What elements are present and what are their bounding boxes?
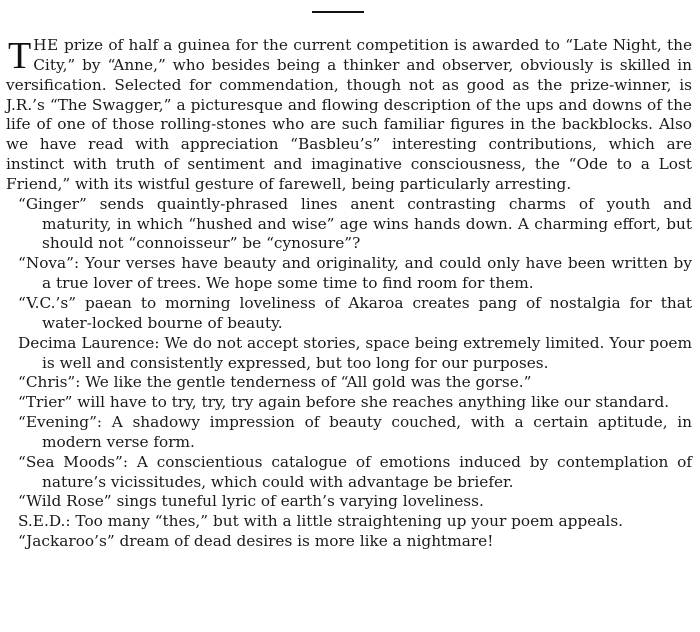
entry-chris: “Chris”: We like the gentle tenderness of “All gold was the gorse.” bbox=[18, 373, 532, 392]
intro-paragraph bbox=[6, 36, 692, 195]
top-rule bbox=[312, 11, 364, 13]
entry-vc: “V.C.’s” paean to morning loveliness of Akaroa creates pang of nostalgia for that water-locked bourne of beauty. bbox=[18, 293, 692, 332]
entry-ginger: “Ginger” sends quaintly-phrased lines anent contrasting charms of youth and maturity, in which “hushed and wise” age wins hands down. A charming effort, but should not “connoisseur” be “cynosure”? bbox=[18, 194, 692, 253]
entry-trier: “Trier” will have to try, try, try again before she reaches anything like our standard. bbox=[18, 393, 670, 412]
drop-cap: T bbox=[8, 35, 32, 77]
entry-decima-laurence: Decima Laurence: We do not accept stories, space being extremely limited. Your poem is well and consistently expressed, but too long for our purposes. bbox=[18, 333, 692, 372]
entry-sea-moods: “Sea Moods”: A conscientious catalogue of emotions induced by contemplation of nature’s vicissitudes, which could with advantage be briefer. bbox=[18, 452, 692, 491]
entry-sed: S.E.D.: Too many “thes,” but with a little straightening up your poem appeals. bbox=[18, 512, 624, 531]
entry-nova: “Nova”: Your verses have beauty and originality, and could only have been written by a true lover of trees. We hope some time to find room for them. bbox=[18, 254, 692, 293]
article-column bbox=[6, 36, 692, 552]
entry-jackaroo: “Jackaroo’s” dream of dead desires is more like a nightmare! bbox=[18, 532, 494, 551]
intro-lead: HE bbox=[33, 36, 59, 54]
entry-evening: “Evening”: A shadowy impression of beauty couched, with a certain aptitude, in modern verse form. bbox=[18, 413, 692, 451]
entry-wild-rose: “Wild Rose” sings tuneful lyric of earth’s varying loveliness. bbox=[18, 492, 484, 511]
intro-text: prize of half a guinea for the current competition is awarded to “Late Night, the City,” by “Anne,” who besides being a thinker and observer, obviously is skilled in versification. Selected for commendation, though not as good as the prize-winner, is J.R.’s “The Swagger,” a picturesque and flowing description of the ups and downs of the life of one of those rolling-stones who are such familiar figures in the backblocks. Also we have read with appreciation “Basbleu’s” interesting contributions, which are instinct with truth of sentiment and imaginative consciousness, the “Ode to a Lost Friend,” with its wistful gesture of farewell, being particularly arresting. bbox=[6, 36, 692, 193]
